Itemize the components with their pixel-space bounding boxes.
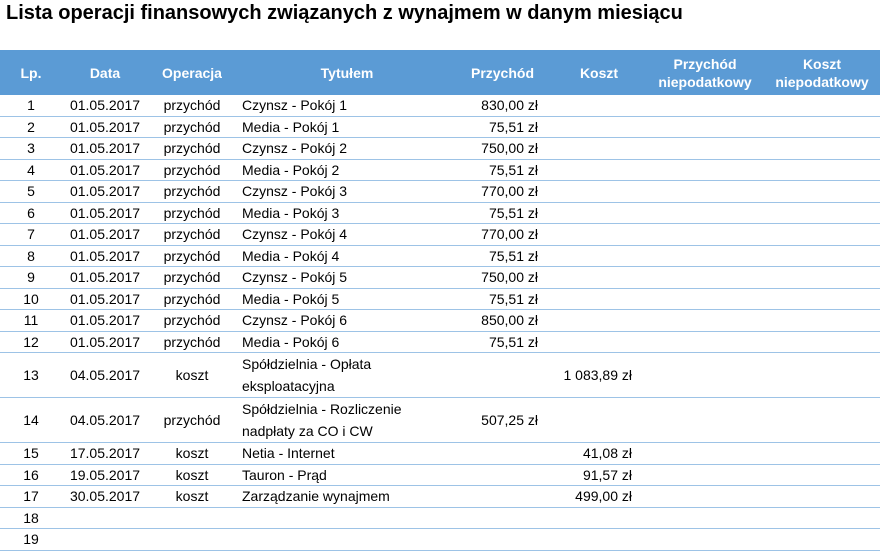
cell-nontax-income	[646, 331, 764, 353]
cell-nontax-income	[646, 245, 764, 267]
cell-lp: 11	[0, 310, 62, 332]
cell-income: 750,00 zł	[458, 138, 552, 160]
cell-lp: 17	[0, 486, 62, 508]
cell-nontax-cost	[764, 464, 880, 486]
cell-nontax-cost	[764, 529, 880, 551]
cell-operation: przychód	[148, 116, 236, 138]
cell-cost	[552, 159, 646, 181]
cell-date: 01.05.2017	[62, 202, 148, 224]
cell-nontax-income	[646, 288, 764, 310]
cell-date: 01.05.2017	[62, 181, 148, 203]
cell-lp: 16	[0, 464, 62, 486]
cell-income	[458, 353, 552, 398]
table-row	[0, 288, 880, 310]
cell-date: 04.05.2017	[62, 353, 148, 398]
cell-income: 75,51 zł	[458, 288, 552, 310]
cell-title: Spółdzielnia - Rozliczenie nadpłaty za CO i CW	[236, 398, 458, 443]
cell-date: 01.05.2017	[62, 224, 148, 246]
cell-nontax-cost	[764, 245, 880, 267]
cell-operation: przychód	[148, 288, 236, 310]
cell-title: Media - Pokój 2	[236, 159, 458, 181]
table-row	[0, 398, 880, 443]
cell-nontax-income	[646, 116, 764, 138]
table-body	[0, 95, 880, 550]
cell-title: Czynsz - Pokój 6	[236, 310, 458, 332]
cell-nontax-income	[646, 353, 764, 398]
cell-date: 01.05.2017	[62, 159, 148, 181]
cell-lp: 13	[0, 353, 62, 398]
cell-cost	[552, 116, 646, 138]
cell-date	[62, 529, 148, 551]
cell-income	[458, 529, 552, 551]
cell-nontax-income	[646, 138, 764, 160]
cell-income: 770,00 zł	[458, 224, 552, 246]
table-row	[0, 159, 880, 181]
cell-lp: 7	[0, 224, 62, 246]
cell-income: 75,51 zł	[458, 331, 552, 353]
cell-lp: 3	[0, 138, 62, 160]
cell-lp: 6	[0, 202, 62, 224]
cell-operation: koszt	[148, 464, 236, 486]
cell-nontax-income	[646, 267, 764, 289]
cell-lp: 9	[0, 267, 62, 289]
cell-date: 01.05.2017	[62, 310, 148, 332]
cell-nontax-income	[646, 95, 764, 116]
cell-title: Media - Pokój 1	[236, 116, 458, 138]
cell-income: 75,51 zł	[458, 159, 552, 181]
cell-lp: 10	[0, 288, 62, 310]
cell-lp: 1	[0, 95, 62, 116]
cell-nontax-cost	[764, 486, 880, 508]
table-row	[0, 310, 880, 332]
cell-date: 01.05.2017	[62, 138, 148, 160]
cell-cost: 91,57 zł	[552, 464, 646, 486]
cell-nontax-cost	[764, 398, 880, 443]
cell-cost: 499,00 zł	[552, 486, 646, 508]
cell-cost	[552, 202, 646, 224]
cell-lp: 14	[0, 398, 62, 443]
cell-date	[62, 507, 148, 529]
cell-title: Netia - Internet	[236, 443, 458, 465]
cell-nontax-cost	[764, 116, 880, 138]
cell-nontax-cost	[764, 443, 880, 465]
cell-cost	[552, 507, 646, 529]
cell-title: Czynsz - Pokój 5	[236, 267, 458, 289]
cell-lp: 5	[0, 181, 62, 203]
cell-date: 01.05.2017	[62, 288, 148, 310]
cell-lp: 4	[0, 159, 62, 181]
cell-income: 75,51 zł	[458, 202, 552, 224]
table-row	[0, 181, 880, 203]
table-row	[0, 507, 880, 529]
column-header-data: Data	[62, 50, 148, 95]
cell-operation: koszt	[148, 486, 236, 508]
cell-operation	[148, 529, 236, 551]
cell-lp: 18	[0, 507, 62, 529]
cell-nontax-cost	[764, 202, 880, 224]
cell-title	[236, 507, 458, 529]
cell-nontax-income	[646, 486, 764, 508]
cell-nontax-cost	[764, 507, 880, 529]
cell-date: 01.05.2017	[62, 245, 148, 267]
cell-nontax-cost	[764, 181, 880, 203]
cell-title: Czynsz - Pokój 1	[236, 95, 458, 116]
cell-operation: koszt	[148, 443, 236, 465]
table-row	[0, 95, 880, 116]
cell-income	[458, 507, 552, 529]
table-row	[0, 116, 880, 138]
cell-operation: przychód	[148, 95, 236, 116]
cell-nontax-income	[646, 159, 764, 181]
cell-date: 01.05.2017	[62, 95, 148, 116]
cell-lp: 15	[0, 443, 62, 465]
cell-nontax-cost	[764, 310, 880, 332]
column-header-operacja: Operacja	[148, 50, 236, 95]
cell-date: 17.05.2017	[62, 443, 148, 465]
cell-operation: przychód	[148, 331, 236, 353]
cell-cost	[552, 529, 646, 551]
table-row	[0, 443, 880, 465]
table-row	[0, 331, 880, 353]
cell-lp: 2	[0, 116, 62, 138]
page-title: Lista operacji finansowych związanych z wynajmem w danym miesiącu	[6, 2, 683, 24]
cell-nontax-cost	[764, 331, 880, 353]
cell-operation: przychód	[148, 267, 236, 289]
cell-nontax-cost	[764, 95, 880, 116]
cell-cost	[552, 181, 646, 203]
cell-cost	[552, 245, 646, 267]
table-row	[0, 353, 880, 398]
cell-cost	[552, 398, 646, 443]
cell-title: Zarządzanie wynajmem	[236, 486, 458, 508]
cell-income: 850,00 zł	[458, 310, 552, 332]
column-header-tytulem: Tytułem	[236, 50, 458, 95]
cell-nontax-cost	[764, 267, 880, 289]
cell-income	[458, 486, 552, 508]
cell-date: 01.05.2017	[62, 116, 148, 138]
cell-cost	[552, 267, 646, 289]
column-header-koszt: Koszt	[552, 50, 646, 95]
cell-lp: 12	[0, 331, 62, 353]
cell-cost	[552, 138, 646, 160]
cell-nontax-income	[646, 529, 764, 551]
cell-nontax-income	[646, 443, 764, 465]
cell-income: 770,00 zł	[458, 181, 552, 203]
cell-operation: przychód	[148, 159, 236, 181]
cell-title: Media - Pokój 5	[236, 288, 458, 310]
cell-income: 75,51 zł	[458, 245, 552, 267]
cell-cost	[552, 95, 646, 116]
cell-title: Media - Pokój 6	[236, 331, 458, 353]
cell-nontax-income	[646, 398, 764, 443]
cell-date: 01.05.2017	[62, 267, 148, 289]
cell-cost	[552, 288, 646, 310]
column-header-lp: Lp.	[0, 50, 62, 95]
cell-nontax-cost	[764, 224, 880, 246]
cell-income	[458, 464, 552, 486]
column-header-koszt-niepodatkowy: Koszt niepodatkowy	[764, 50, 880, 95]
cell-title	[236, 529, 458, 551]
cell-title: Spółdzielnia - Opłata eksploatacyjna	[236, 353, 458, 398]
cell-nontax-cost	[764, 159, 880, 181]
cell-operation: przychód	[148, 202, 236, 224]
cell-nontax-cost	[764, 353, 880, 398]
column-header-przychod: Przychód	[458, 50, 552, 95]
operations-table	[0, 50, 880, 551]
cell-date: 30.05.2017	[62, 486, 148, 508]
cell-income: 830,00 zł	[458, 95, 552, 116]
cell-operation: przychód	[148, 181, 236, 203]
cell-nontax-cost	[764, 138, 880, 160]
cell-operation: przychód	[148, 138, 236, 160]
table-header-row	[0, 50, 880, 95]
cell-cost	[552, 331, 646, 353]
cell-cost: 1 083,89 zł	[552, 353, 646, 398]
cell-operation: koszt	[148, 353, 236, 398]
cell-operation: przychód	[148, 398, 236, 443]
cell-income: 750,00 zł	[458, 267, 552, 289]
cell-income: 507,25 zł	[458, 398, 552, 443]
table-row	[0, 202, 880, 224]
cell-date: 19.05.2017	[62, 464, 148, 486]
cell-operation: przychód	[148, 245, 236, 267]
cell-nontax-income	[646, 507, 764, 529]
cell-title: Media - Pokój 3	[236, 202, 458, 224]
cell-operation: przychód	[148, 310, 236, 332]
table-row	[0, 245, 880, 267]
cell-income	[458, 443, 552, 465]
table-row	[0, 267, 880, 289]
cell-nontax-income	[646, 464, 764, 486]
table-row	[0, 224, 880, 246]
cell-operation	[148, 507, 236, 529]
cell-lp: 8	[0, 245, 62, 267]
table-row	[0, 486, 880, 508]
cell-income: 75,51 zł	[458, 116, 552, 138]
cell-nontax-cost	[764, 288, 880, 310]
cell-date: 01.05.2017	[62, 331, 148, 353]
cell-title: Media - Pokój 4	[236, 245, 458, 267]
table-row	[0, 138, 880, 160]
column-header-przychod-niepodatkowy: Przychód niepodatkowy	[646, 50, 764, 95]
cell-nontax-income	[646, 202, 764, 224]
cell-cost: 41,08 zł	[552, 443, 646, 465]
cell-nontax-income	[646, 224, 764, 246]
cell-nontax-income	[646, 181, 764, 203]
cell-lp: 19	[0, 529, 62, 551]
cell-title: Czynsz - Pokój 2	[236, 138, 458, 160]
cell-title: Tauron - Prąd	[236, 464, 458, 486]
cell-title: Czynsz - Pokój 3	[236, 181, 458, 203]
cell-date: 04.05.2017	[62, 398, 148, 443]
table-row	[0, 464, 880, 486]
cell-nontax-income	[646, 310, 764, 332]
cell-cost	[552, 224, 646, 246]
cell-title: Czynsz - Pokój 4	[236, 224, 458, 246]
cell-operation: przychód	[148, 224, 236, 246]
table-row	[0, 529, 880, 551]
cell-cost	[552, 310, 646, 332]
